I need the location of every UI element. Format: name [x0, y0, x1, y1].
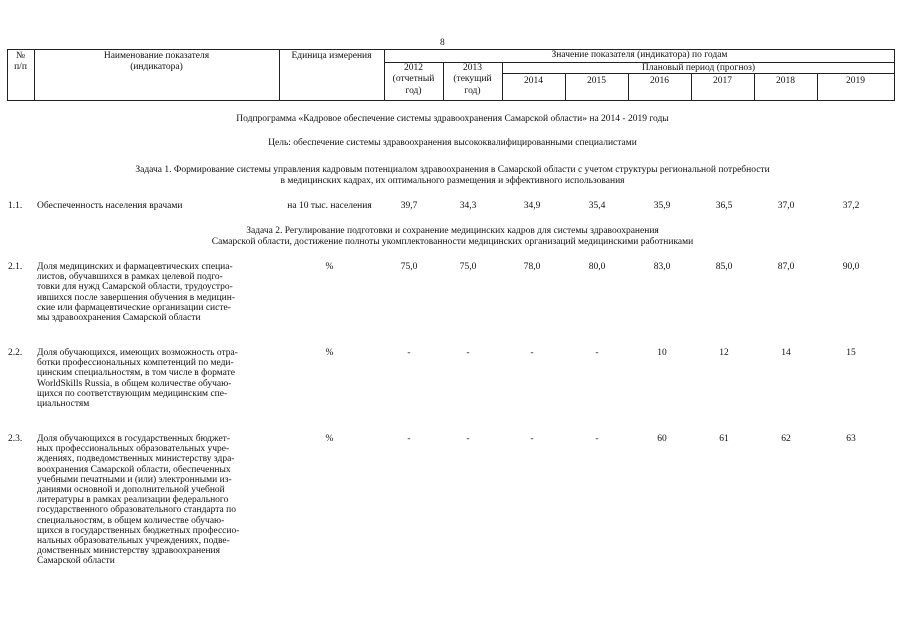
value-2018: 37,0 — [777, 201, 795, 211]
value-2018: 14 — [781, 348, 791, 358]
value-2017: 61 — [719, 434, 729, 444]
value-2017: 85,0 — [715, 262, 733, 272]
header-year-2013: 2013 — [463, 63, 482, 73]
header-year-2016: 2016 — [650, 76, 669, 86]
row-unit: % — [325, 262, 334, 272]
header-year-2014: 2014 — [524, 76, 543, 86]
value-2019: 90,0 — [842, 262, 860, 272]
value-2018: 87,0 — [777, 262, 795, 272]
value-2012: - — [407, 348, 411, 358]
task-1-line-1: Задача 1. Формирование системы управления кадровым потенциалом здравоохранения в Самарской области с учетом структуры региональной потребности — [135, 165, 770, 175]
value-2016: 83,0 — [653, 262, 671, 272]
header-year-2012-sub2: год) — [405, 86, 422, 96]
value-2014: 78,0 — [523, 262, 541, 272]
value-2015: 80,0 — [588, 262, 606, 272]
task-2-line-1: Задача 2. Регулирование подготовки и сохранение медицинских кадров для системы здравоохранения — [246, 226, 659, 236]
header-year-2018: 2018 — [776, 76, 795, 86]
goal-text: Цель: обеспечение системы здравоохранения высококвалифицированными специалистами — [268, 138, 637, 148]
row-name: Обеспеченность населения врачами — [37, 201, 183, 211]
value-2018: 62 — [781, 434, 791, 444]
header-year-2013-sub2: год) — [464, 86, 481, 96]
value-2013: 34,3 — [459, 201, 477, 211]
task-2-line-2: Самарской области, достижение полноты укомплектованности медицинских организаций медицинскими работниками — [211, 237, 694, 247]
value-2015: - — [595, 434, 599, 444]
header-year-2015: 2015 — [587, 76, 606, 86]
value-2013: - — [466, 434, 470, 444]
row-name: Доля обучающихся, имеющих возможность отра- ботки профессиональных компетенций по меди- цинским специальностям, в том числе в формате WorldSkills Russia, в общем количестве обучаю- щихся по соответствующим медицинским спе- циальностям — [37, 348, 238, 410]
value-2016: 10 — [657, 348, 667, 358]
value-2019: 63 — [846, 434, 856, 444]
value-2014: - — [530, 434, 534, 444]
row-unit: на 10 тыс. населения — [287, 201, 372, 211]
header-name: Наименование показателя — [103, 51, 210, 61]
value-2017: 12 — [719, 348, 729, 358]
header-plan-period: Плановый период (прогноз) — [641, 63, 756, 73]
header-unit: Единица измерения — [291, 51, 372, 61]
task-1-line-2: в медицинских кадрах, их оптимального размещения и эффективного использования — [280, 176, 625, 186]
row-name: Доля медицинских и фармацевтических специа- листов, обучавшихся в рамках целевой подго- товки для нужд Самарской области, трудоустро- ившихся после завершения обучения в медицин- ские или фармацевтические организации систе- мы здравоохранения Самарской области — [37, 262, 236, 324]
row-unit: % — [325, 434, 334, 444]
row-name: Доля обучающихся в государственных бюджет- ных профессиональных образовательных учре- ждениях, подведомственных министерству здра- воохранения Самарской области, обеспеченных учебными печатными и (или) электронными из- даниями основной и дополнительной учебной литературы в рамках реализации федерального государственного образовательного стандарта по специальностям, в общем количестве обучаю- щихся в государственных бюджетных профессио- нальных образовательных учреждениях, подве- домственных министерству здравоохранения Самарской области — [37, 434, 240, 567]
value-2019: 37,2 — [842, 201, 860, 211]
value-2014: - — [530, 348, 534, 358]
value-2015: 35,4 — [588, 201, 606, 211]
row-number: 2.1. — [8, 262, 23, 272]
value-2017: 36,5 — [715, 201, 733, 211]
row-unit: % — [325, 348, 334, 358]
value-2015: - — [595, 348, 599, 358]
header-num-sub: п/п — [14, 62, 27, 72]
value-2016: 60 — [657, 434, 667, 444]
header-year-2017: 2017 — [713, 76, 732, 86]
page-number: 8 — [440, 38, 445, 48]
value-2013: 75,0 — [459, 262, 477, 272]
header-year-2012: 2012 — [404, 63, 423, 73]
value-2012: - — [407, 434, 411, 444]
header-num: № — [15, 51, 26, 61]
row-number: 2.2. — [8, 348, 23, 358]
value-2012: 39,7 — [400, 201, 418, 211]
value-2014: 34,9 — [523, 201, 541, 211]
value-2013: - — [466, 348, 470, 358]
row-number: 1.1. — [8, 201, 23, 211]
value-2016: 35,9 — [653, 201, 671, 211]
header-values-title: Значение показателя (индикатора) по годам — [551, 50, 728, 60]
header-year-2013-sub: (текущий — [453, 74, 492, 84]
table-header — [7, 49, 895, 101]
header-name-sub: (индикатора) — [130, 62, 183, 72]
value-2019: 15 — [846, 348, 856, 358]
subprogram-title: Подпрограмма «Кадровое обеспечение системы здравоохранения Самарской области» на 2014 - 2019 годы — [236, 114, 669, 124]
header-year-2019: 2019 — [846, 76, 865, 86]
header-year-2012-sub: (отчетный — [392, 74, 435, 84]
row-number: 2.3. — [8, 434, 23, 444]
value-2012: 75,0 — [400, 262, 418, 272]
